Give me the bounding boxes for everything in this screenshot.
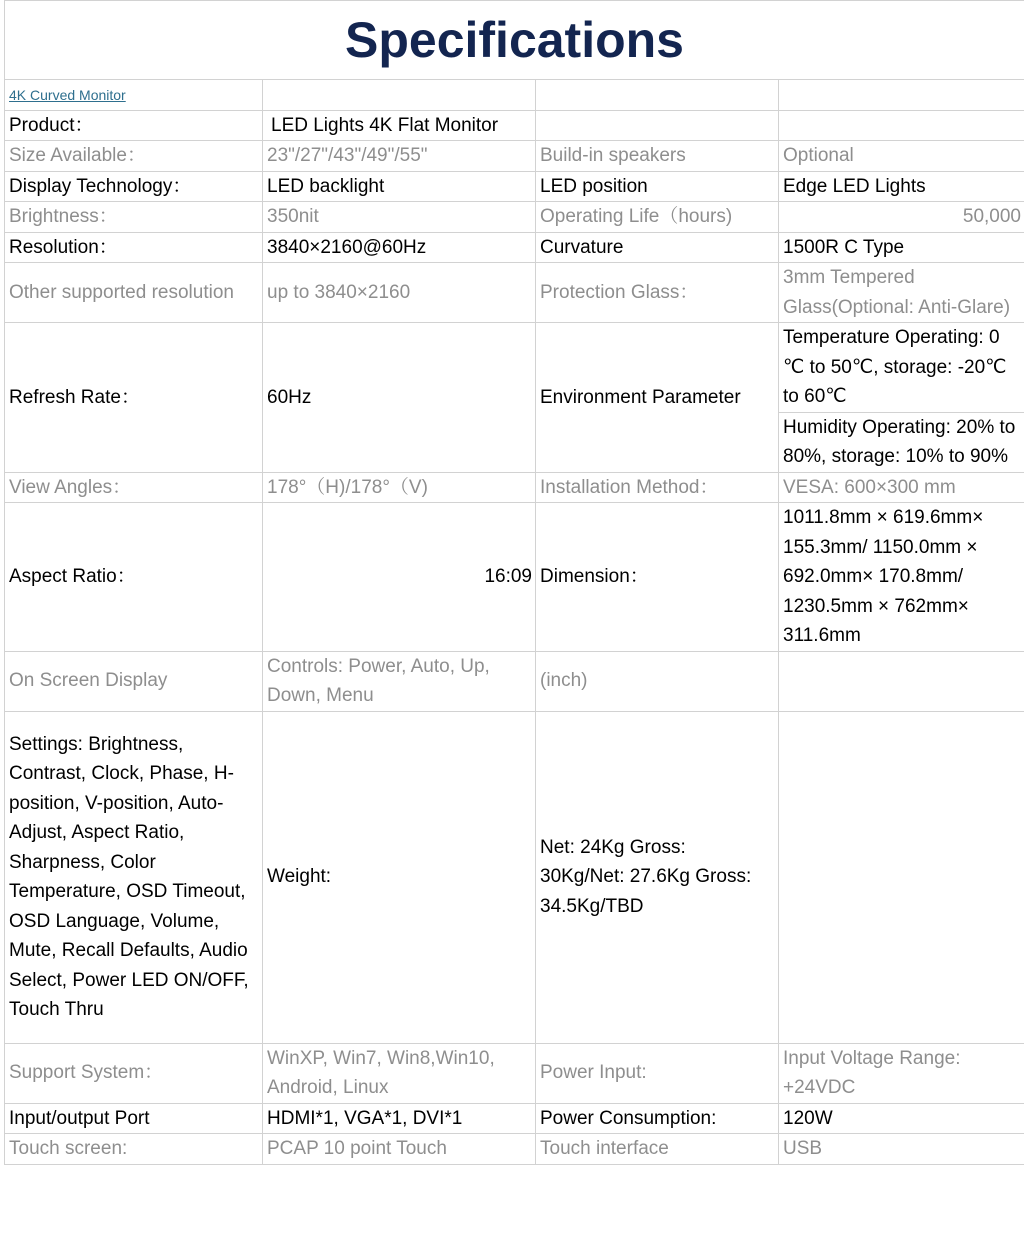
other-resolution-value: up to 3840×2160: [263, 263, 536, 323]
led-position-value: Edge LED Lights: [779, 171, 1024, 202]
aspect-ratio-value: 16:09: [263, 503, 536, 652]
view-angles-row: [5, 472, 1024, 503]
support-row: [5, 1043, 1024, 1103]
io-row: [5, 1103, 1024, 1134]
protection-glass-label: Protection Glass：: [536, 263, 779, 323]
power-consumption-label: Power Consumption:: [536, 1103, 779, 1134]
touch-interface-label: Touch interface: [536, 1134, 779, 1165]
environment-subtable: [779, 323, 1024, 472]
protection-glass-value: 3mm Tempered Glass(Optional: Anti-Glare): [779, 263, 1024, 323]
curvature-value: 1500R C Type: [779, 232, 1024, 263]
osd-value: Controls: Power, Auto, Up, Down, Menu: [263, 651, 536, 711]
aspect-row: [5, 503, 1024, 652]
page-title: Specifications: [5, 1, 1024, 80]
curvature-label: Curvature: [536, 232, 779, 263]
speakers-value: Optional: [779, 141, 1024, 172]
operating-life-label: Operating Life（hours): [536, 202, 779, 233]
dimension-label: Dimension：: [536, 503, 779, 652]
resolution-label: Resolution：: [5, 232, 263, 263]
weight-label: Weight:: [263, 711, 536, 1043]
refresh-row: [5, 323, 1024, 473]
environment-values: [779, 323, 1024, 473]
aspect-ratio-label: Aspect Ratio：: [5, 503, 263, 652]
product-label: Product：: [5, 110, 263, 141]
empty-cell: [779, 110, 1024, 141]
other-resolution-label: Other supported resolution: [5, 263, 263, 323]
resolution-row: [5, 232, 1024, 263]
touch-screen-label: Touch screen:: [5, 1134, 263, 1165]
touch-row: [5, 1134, 1024, 1165]
dimension-value: 1011.8mm × 619.6mm× 155.3mm/ 1150.0mm × 692.0mm× 170.8mm/ 1230.5mm × 762mm× 311.6mm: [779, 503, 1024, 652]
io-port-value: HDMI*1, VGA*1, DVI*1: [263, 1103, 536, 1134]
brightness-value: 350nit: [263, 202, 536, 233]
osd-label: On Screen Display: [5, 651, 263, 711]
power-input-label: Power Input:: [536, 1043, 779, 1103]
size-row: [5, 141, 1024, 172]
humidity-value: Humidity Operating: 20% to 80%, storage: 10% to 90%: [783, 416, 1016, 467]
empty-cell: [263, 80, 536, 111]
temperature-value: Temperature Operating: 0 ℃ to 50℃, storage: -20℃ to 60℃: [779, 323, 1024, 412]
brightness-label: Brightness：: [5, 202, 263, 233]
refresh-rate-label: Refresh Rate：: [5, 323, 263, 473]
refresh-rate-value: 60Hz: [263, 323, 536, 473]
touch-interface-value: USB: [779, 1134, 1024, 1165]
inch-label: (inch): [536, 651, 779, 711]
empty-cell: [779, 651, 1024, 711]
power-consumption-value: 120W: [779, 1103, 1024, 1134]
touch-screen-value: PCAP 10 point Touch: [263, 1134, 536, 1165]
title-row: [5, 1, 1024, 80]
osd-row: [5, 651, 1024, 711]
empty-cell: [779, 80, 1024, 111]
display-tech-label: Display Technology：: [5, 171, 263, 202]
brightness-row: [5, 202, 1024, 233]
settings-text: Settings: Brightness, Contrast, Clock, Phase, H-position, V-position, Auto-Adjust, Aspect Ratio, Sharpness, Color Temperature, OSD Timeout, OSD Language, Volume, Mute, Recall Defaults, Audio Select, Power LED ON/OFF, Touch Thru: [5, 711, 263, 1043]
support-system-value: WinXP, Win7, Win8,Win10, Android, Linux: [263, 1043, 536, 1103]
size-value: 23"/27"/43"/49"/55": [263, 141, 536, 172]
other-resolution-row: [5, 263, 1024, 323]
speakers-label: Build-in speakers: [536, 141, 779, 172]
link-row: [5, 80, 1024, 111]
environment-label: Environment Parameter: [536, 323, 779, 473]
link-cell: [5, 80, 263, 111]
view-angles-value: 178°（H)/178°（V): [263, 472, 536, 503]
curved-monitor-link[interactable]: 4K Curved Monitor: [9, 87, 126, 103]
io-port-label: Input/output Port: [5, 1103, 263, 1134]
product-row: [5, 110, 1024, 141]
display-row: [5, 171, 1024, 202]
size-label: Size Available：: [5, 141, 263, 172]
support-system-label: Support System：: [5, 1043, 263, 1103]
spec-table: [4, 0, 1024, 1165]
operating-life-value: 50,000: [779, 202, 1024, 233]
power-input-value: Input Voltage Range: +24VDC: [779, 1043, 1024, 1103]
product-value: LED Lights 4K Flat Monitor: [263, 110, 536, 141]
installation-value: VESA: 600×300 mm: [779, 472, 1024, 503]
display-tech-value: LED backlight: [263, 171, 536, 202]
view-angles-label: View Angles：: [5, 472, 263, 503]
settings-row: [5, 711, 1024, 1043]
led-position-label: LED position: [536, 171, 779, 202]
empty-cell: [536, 80, 779, 111]
weight-value: Net: 24Kg Gross: 30Kg/Net: 27.6Kg Gross: 34.5Kg/TBD: [536, 711, 779, 1043]
empty-cell: [536, 110, 779, 141]
resolution-value: 3840×2160@60Hz: [263, 232, 536, 263]
empty-cell: [779, 711, 1024, 1043]
installation-label: Installation Method：: [536, 472, 779, 503]
